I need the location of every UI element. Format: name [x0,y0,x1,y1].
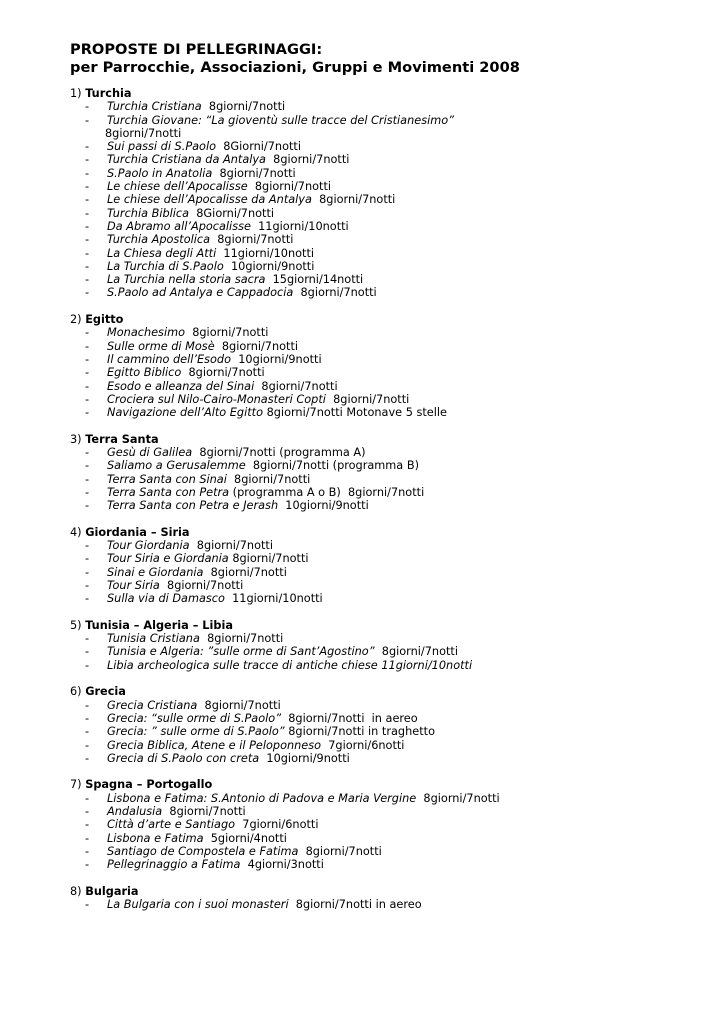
itinerary-duration: 11giorni/10notti [224,592,323,606]
section-heading [70,685,710,698]
itinerary-title: Grecia Cristiana [107,698,198,712]
itinerary-title: Esodo e alleanza del Sinai [107,379,255,393]
title-line-1: PROPOSTE DI PELLEGRINAGGI: [70,41,323,58]
section-heading [70,433,710,446]
section-name: Tunisia – Algeria – Libia [85,618,233,632]
itinerary-title: Grecia: “sulle orme di S.Paolo” [107,711,282,725]
section-heading [70,87,710,100]
itinerary-title: Sinai e Giordania [107,565,204,579]
itinerary-item [70,260,710,273]
section-name: Egitto [85,313,124,327]
itinerary-title: Tour Siria [107,578,160,592]
itinerary-title: S.Paolo in Anatolia [107,166,213,180]
itinerary-duration: 8giorni/7notti [181,366,265,380]
itinerary-list [70,632,710,672]
itinerary-duration: 8giorni/7notti [247,180,332,194]
section-number: 6) [70,685,82,699]
itinerary-duration: 8giorni/7notti in aereo [288,898,422,912]
itinerary-title: Saliamo a Gerusalemme [107,459,246,473]
itinerary-duration: 8giorni/7notti [212,166,296,180]
itinerary-title: Le chiese dell’Apocalisse da Antalya [107,193,312,207]
itinerary-item [70,592,710,605]
itinerary-item [70,233,710,246]
itinerary-item [70,632,710,645]
itinerary-duration: 8giorni/7notti [293,286,377,300]
itinerary-item [70,725,710,738]
itinerary-item [70,473,710,486]
itinerary-title: Turchia Cristiana [107,100,202,114]
itinerary-item [70,805,710,818]
itinerary-item [70,858,710,871]
itinerary-title: Tunisia Cristiana [107,632,200,646]
itinerary-list [70,792,710,872]
itinerary-item [70,499,710,512]
itinerary-title: Andalusia [107,805,163,819]
itinerary-item [70,380,710,393]
itinerary-title: Gesù di Galilea [107,446,193,460]
itinerary-title: Grecia di S.Paolo con creta [107,751,260,765]
itinerary-item [70,366,710,379]
itinerary-item [70,247,710,260]
section [70,619,710,672]
section-name: Spagna – Portogallo [85,778,213,792]
itinerary-item [70,739,710,752]
itinerary-duration: 15giorni/14notti [265,273,364,287]
itinerary-duration: (programma A o B) 8giorni/7notti [229,485,425,499]
itinerary-item [70,326,710,339]
itinerary-item [70,645,710,658]
itinerary-item [70,100,710,113]
section-name: Turchia [85,87,132,100]
itinerary-item [70,353,710,366]
itinerary-duration: 8giorni/7notti [298,844,382,858]
itinerary-item [70,539,710,552]
itinerary-duration: 8giorni/7notti [159,578,244,592]
itinerary-duration: 10giorni/9notti [278,499,369,513]
itinerary-title: La Turchia di S.Paolo [107,259,224,273]
itinerary-duration: 10giorni/9notti [259,751,350,765]
itinerary-item [70,566,710,579]
itinerary-item [70,752,710,765]
section [70,433,710,513]
section-heading [70,885,710,898]
itinerary-title: La Turchia nella storia sacra [107,273,266,287]
itinerary-list [70,446,710,512]
sections-list [70,87,710,911]
section-number: 2) [70,313,82,327]
itinerary-item [70,273,710,286]
itinerary-duration: 8giorni/7notti [105,126,182,140]
itinerary-duration: 8giorni/7notti [189,539,273,553]
itinerary-duration: 8giorni/7notti in traghetto [284,725,435,739]
itinerary-item [70,153,710,166]
section-heading [70,778,710,791]
section-number: 4) [70,525,82,539]
itinerary-title: Da Abramo all’Apocalisse [107,219,251,233]
itinerary-item [70,699,710,712]
itinerary-title: Santiago de Compostela e Fatima [107,844,299,858]
section [70,526,710,606]
section-number: 1) [70,87,82,100]
itinerary-duration: 7giorni/6notti [235,818,319,832]
itinerary-duration: 8giorni/7notti (programma A) [192,446,366,460]
itinerary-item [70,845,710,858]
itinerary-title: Navigazione dell’Alto Egitto [107,406,263,420]
itinerary-title: La Bulgaria con i suoi monasteri [107,898,289,912]
section-number: 3) [70,432,82,446]
itinerary-title: Grecia: ” sulle orme di S.Paolo” [107,725,285,739]
itinerary-title: Terra Santa con Petra e Jerash [107,499,279,513]
itinerary-item [70,220,710,233]
itinerary-item [70,792,710,805]
itinerary-item [70,207,710,220]
itinerary-title: Tour Giordania [107,539,190,553]
title-line-2: per Parrocchie, Associazioni, Gruppi e Movimenti 2008 [70,59,520,76]
itinerary-duration: 8giorni/7notti in aereo [281,711,418,725]
itinerary-list [70,898,710,911]
itinerary-item [70,712,710,725]
itinerary-duration: 8giorni/7notti Motonave 5 stelle [262,406,447,420]
itinerary-duration: 8giorni/7notti [265,153,350,167]
itinerary-title: La Chiesa degli Atti [107,246,217,260]
itinerary-duration: 8giorni/7notti [325,392,410,406]
itinerary-duration: 8giorni/7notti [374,645,458,659]
itinerary-list [70,539,710,605]
section [70,778,710,871]
itinerary-item [70,140,710,153]
section-heading [70,526,710,539]
itinerary-title: Città d’arte e Santiago [107,818,236,832]
itinerary-title: Le chiese dell’Apocalisse [107,180,248,194]
itinerary-title: Lisbona e Fatima: S.Antonio di Padova e Maria Vergine [107,791,417,805]
itinerary-duration: 8giorni/7notti [311,193,396,207]
itinerary-item [70,393,710,406]
itinerary-item [70,167,710,180]
itinerary-title: Terra Santa con Sinai [107,472,227,486]
itinerary-item [70,459,710,472]
itinerary-item [70,406,710,419]
itinerary-duration: 8giorni/7notti [201,100,286,114]
itinerary-item [70,832,710,845]
itinerary-item [70,552,710,565]
itinerary-duration: 11giorni/10notti [216,246,315,260]
itinerary-title: Lisbona e Fatima [107,831,204,845]
itinerary-duration: 11giorni/10notti [250,219,349,233]
itinerary-title: Turchia Apostolica [107,233,211,247]
section-name: Grecia [85,685,126,699]
section-number: 5) [70,618,82,632]
document-page [70,41,710,925]
itinerary-title: S.Paolo ad Antalya e Cappadocia [107,286,294,300]
itinerary-duration: 8giorni/7notti [416,791,500,805]
itinerary-title: Sulle orme di Mosè [107,339,215,353]
itinerary-duration: 8giorni/7notti [185,326,269,340]
itinerary-title: Grecia Biblica, Atene e il Peloponneso [107,738,322,752]
itinerary-item [70,114,710,141]
itinerary-item [70,818,710,831]
itinerary-title: Monachesimo [107,326,186,340]
section-name: Giordania – Siria [85,525,190,539]
itinerary-item [70,659,710,672]
itinerary-item [70,193,710,206]
section-heading [70,619,710,632]
document-title [70,41,710,77]
itinerary-list [70,326,710,419]
itinerary-duration: 8Giorni/7notti [216,140,301,154]
itinerary-duration: 8giorni/7notti [214,339,299,353]
section [70,885,710,912]
section [70,87,710,300]
itinerary-duration: 8giorni/7notti (programma B) [245,459,419,473]
itinerary-title: Tour Siria e Giordania [107,552,229,566]
itinerary-duration: 7giorni/6notti [321,738,405,752]
itinerary-title: Terra Santa con Petra [107,485,230,499]
itinerary-duration: 8giorni/7notti [199,632,284,646]
itinerary-duration: 10giorni/9notti [223,259,315,273]
itinerary-duration: 8giorni/7notti [210,233,294,247]
itinerary-item [70,486,710,499]
itinerary-title: Sulla via di Damasco [107,592,225,606]
itinerary-title: Pellegrinaggio a Fatima [107,858,241,872]
itinerary-title: Libia archeologica sulle tracce di antiche chiese 11giorni/10notti [107,658,473,672]
section-heading [70,313,710,326]
itinerary-title: Il cammino dell’Esodo [107,352,232,366]
itinerary-item [70,340,710,353]
itinerary-duration: 8giorni/7notti [254,379,338,393]
itinerary-item [70,898,710,911]
itinerary-title: Crociera sul Nilo-Cairo-Monasteri Copti [107,392,326,406]
itinerary-title: Turchia Cristiana da Antalya [107,153,266,167]
section-name: Bulgaria [85,884,139,898]
itinerary-duration: 5giorni/4notti [203,831,287,845]
itinerary-title: Turchia Biblica [107,206,190,220]
itinerary-list [70,699,710,765]
itinerary-duration: 4giorni/3notti [240,858,324,872]
section-number: 7) [70,778,82,792]
section-number: 8) [70,884,82,898]
section-name: Terra Santa [85,432,159,446]
itinerary-item [70,579,710,592]
itinerary-title: Turchia Giovane: “La gioventù sulle tracce del Cristianesimo” [107,113,454,127]
itinerary-duration: 8Giorni/7notti [189,206,275,220]
itinerary-duration: 8giorni/7notti [203,565,287,579]
section [70,685,710,765]
itinerary-title: Tunisia e Algeria: ”sulle orme di Sant’Agostino” [107,645,375,659]
itinerary-duration: 10giorni/9notti [231,352,322,366]
itinerary-duration: 8giorni/7notti [197,698,281,712]
itinerary-title: Sui passi di S.Paolo [107,140,217,154]
itinerary-item [70,286,710,299]
section [70,313,710,419]
itinerary-duration: 8giorni/7notti [228,552,309,566]
itinerary-duration: 8giorni/7notti [162,805,246,819]
itinerary-list [70,100,710,299]
itinerary-item [70,446,710,459]
itinerary-item [70,180,710,193]
itinerary-duration: 8giorni/7notti [226,472,311,486]
itinerary-title: Egitto Biblico [107,366,182,380]
